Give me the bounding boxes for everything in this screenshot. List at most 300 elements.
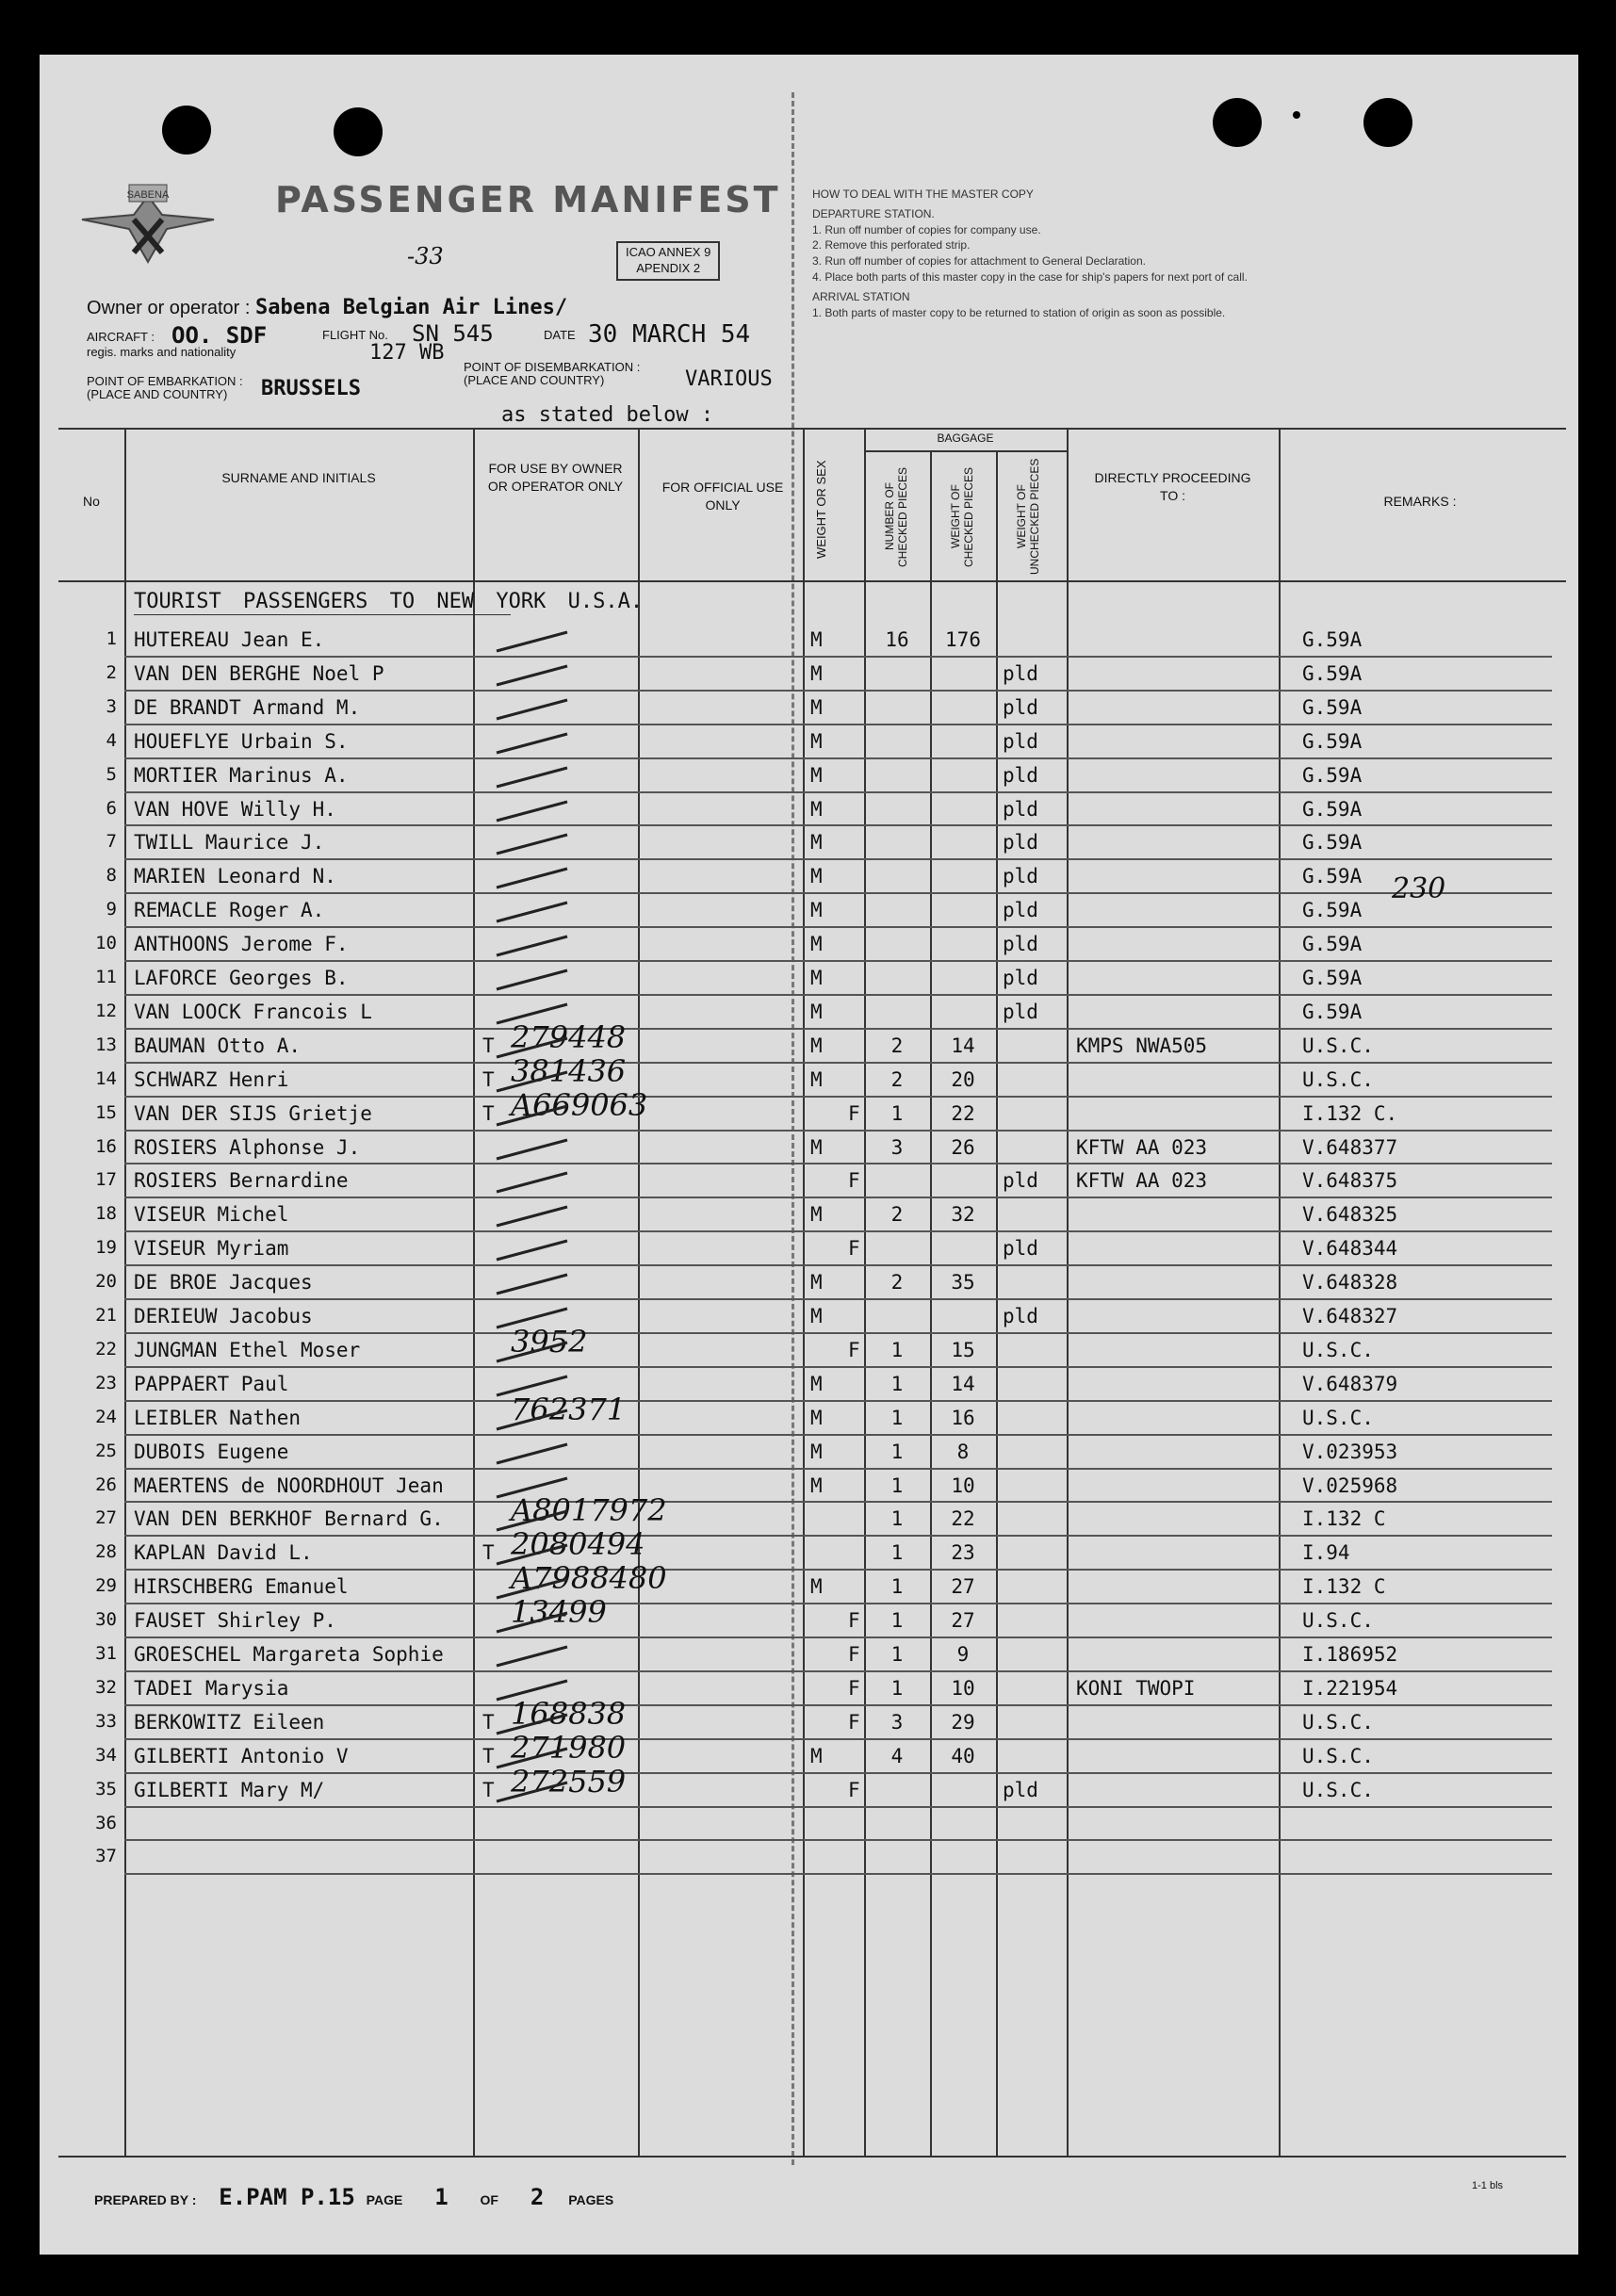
owner-entry: 272559 [511,1763,627,1799]
checked-weight: 40 [951,1744,975,1767]
col-header-no: No [83,494,100,509]
row-number: 23 [95,1372,117,1393]
row-rule [124,1772,1552,1774]
remarks-value: U.S.C. [1302,1034,1374,1057]
handwritten-number: -33 [407,243,444,269]
checked-weight: 10 [951,1474,975,1497]
arrival-heading: ARRIVAL STATION [812,289,910,303]
check-stroke-icon [492,1167,577,1196]
unchecked-weight: pld [1003,1000,1038,1023]
remarks-value: V.648375 [1302,1169,1398,1193]
row-rule [124,1873,1552,1875]
row-rule [124,1806,1552,1808]
unchecked-weight: pld [1003,797,1038,821]
passenger-name: HIRSCHBERG Emanuel [134,1575,349,1599]
passenger-name: PAPPAERT Paul [134,1372,289,1395]
row-number: 7 [106,831,117,853]
row-number: 13 [95,1034,117,1055]
passenger-name: ROSIERS Alphonse J. [134,1135,361,1159]
row-rule [124,1535,1552,1537]
col-header-remarks: REMARKS : [1383,494,1457,509]
check-stroke-icon [492,1100,577,1129]
row-rule [124,1603,1552,1604]
owner-entry: 381436 [511,1052,627,1089]
prepared-label: PREPARED BY : [94,2192,197,2207]
sex-value: M [810,933,823,956]
passenger-name: DE BROE Jacques [134,1271,313,1295]
row-number: 10 [95,933,117,954]
sex-value: M [810,1372,823,1395]
unchecked-weight: pld [1003,661,1038,685]
unchecked-weight: pld [1003,1169,1038,1193]
passenger-name: VISEUR Michel [134,1203,289,1227]
proceeding-to: KFTW AA 023 [1076,1169,1208,1193]
col-divider [930,450,932,2156]
icao-line-1: ICAO ANNEX 9 [626,245,711,259]
unchecked-weight: pld [1003,1778,1038,1801]
row-number: 19 [95,1237,117,1259]
col-header-official-use: FOR OFFICIAL USE ONLY [661,480,784,513]
col-header-proceeding: DIRECTLY PROCEEDING TO : [1094,470,1251,503]
sex-value: M [810,1575,823,1599]
sex-value: M [810,1744,823,1767]
check-stroke-icon [492,863,577,891]
checked-pieces: 1 [890,1676,904,1700]
flight-label: FLIGHT No. [322,328,388,342]
row-rule [124,1197,1552,1198]
remarks-value: G.59A [1302,967,1363,989]
unchecked-weight: pld [1003,865,1038,888]
row-rule [124,1130,1552,1132]
check-stroke-icon [492,931,577,959]
travel-mark: T [482,1067,495,1091]
unchecked-weight: pld [1003,933,1038,956]
col-divider [803,428,805,2156]
passenger-name: HOUEFLYE Urbain S. [134,729,349,753]
checked-pieces: 1 [890,1609,904,1633]
checked-pieces: 1 [890,1440,904,1463]
disembark-label: POINT OF DISEMBARKATION : (PLACE AND COUNTRY) [464,360,641,388]
checked-weight: 22 [951,1507,975,1531]
owner-entry: 279448 [511,1018,627,1055]
owner-entry: A7988480 [511,1560,667,1597]
checked-pieces: 2 [890,1203,904,1227]
row-rule [124,994,1552,996]
col-header-weight-sex: WEIGHT OR SEX [814,460,828,559]
remarks-value: G.59A [1302,831,1363,855]
checked-weight: 27 [951,1609,975,1633]
row-rule [124,960,1552,962]
remarks-value: I.221954 [1302,1676,1398,1700]
row-rule [124,1738,1552,1740]
svg-text:SABENA: SABENA [126,189,170,201]
checked-weight: 27 [951,1575,975,1599]
col-header-baggage: BAGGAGE [937,432,994,445]
passenger-name: HUTEREAU Jean E. [134,628,325,651]
col-header-surname: SURNAME AND INITIALS [221,470,376,485]
remarks-value: G.59A [1302,628,1363,651]
unchecked-weight: pld [1003,1237,1038,1261]
unchecked-weight: pld [1003,899,1038,922]
passenger-name: MORTIER Marinus A. [134,763,349,787]
row-rule [124,1230,1552,1232]
sex-value: M [810,729,823,753]
remarks-value: G.59A [1302,695,1363,719]
departure-heading: DEPARTURE STATION. [812,206,935,220]
row-rule [124,757,1552,759]
row-rule [124,1332,1552,1334]
owner-label: Owner or operator : [87,298,251,318]
punch-hole [1293,111,1300,119]
checked-weight: 29 [951,1710,975,1734]
checked-pieces: 2 [890,1034,904,1057]
checked-pieces: 3 [890,1710,904,1734]
passenger-name: KAPLAN David L. [134,1541,313,1565]
row-rule [124,1400,1552,1402]
row-number: 8 [106,865,117,887]
date-label: DATE [544,328,576,342]
remarks-value: U.S.C. [1302,1744,1374,1767]
owner-entry: 271980 [511,1729,627,1766]
row-number: 21 [95,1305,117,1326]
sex-value: M [810,1203,823,1227]
row-number: 6 [106,797,117,819]
row-number: 28 [95,1541,117,1563]
check-stroke-icon [492,1134,577,1163]
sex-value: M [810,1000,823,1023]
passenger-name: VAN LOOCK Francois L [134,1000,372,1023]
unchecked-weight: pld [1003,967,1038,989]
page-label: PAGE [366,2192,403,2207]
row-number: 27 [95,1507,117,1529]
row-rule [124,1501,1552,1503]
checked-pieces: 3 [890,1135,904,1159]
col-header-pieces: NUMBER OF CHECKED PIECES [883,466,909,567]
col-divider [1067,428,1069,2156]
row-rule [124,1468,1552,1470]
remarks-value: I.132 C. [1302,1101,1398,1125]
remarks-value: U.S.C. [1302,1067,1374,1091]
checked-pieces: 4 [890,1744,904,1767]
check-stroke-icon [492,1235,577,1263]
owner-entry: 13499 [511,1594,607,1631]
instruction-item: 3. Run off number of copies for attachment to General Declaration. [812,254,1146,269]
row-rule [124,1637,1552,1638]
checked-pieces: 1 [890,1406,904,1429]
col-divider [638,428,640,2156]
passenger-name: REMACLE Roger A. [134,899,325,922]
unchecked-weight: pld [1003,1305,1038,1327]
check-stroke-icon [492,1405,577,1433]
check-stroke-icon [492,1439,577,1467]
pages-label: PAGES [568,2192,614,2207]
embark-label: POINT OF EMBARKATION : (PLACE AND COUNTRY) [87,374,243,402]
checked-pieces: 2 [890,1271,904,1295]
checked-pieces: 1 [890,1338,904,1361]
remarks-value: I.132 C [1302,1507,1386,1531]
remarks-value: V.648325 [1302,1203,1398,1227]
sex-value: M [810,1067,823,1091]
check-stroke-icon [492,1337,577,1365]
remarks-value: G.59A [1302,763,1363,787]
footer [94,2184,613,2210]
row-number: 2 [106,661,117,683]
sabena-logo-icon [77,177,219,271]
section-title: TOURIST PASSENGERS TO NEW YORK U.S.A. [134,590,644,613]
row-number: 9 [106,899,117,920]
owner-row [87,296,567,319]
remarks-value: V.648379 [1302,1372,1398,1395]
checked-pieces: 1 [890,1101,904,1125]
sex-value: F [848,1609,860,1633]
instructions-heading: HOW TO DEAL WITH THE MASTER COPY [812,187,1034,201]
sex-value: M [810,1034,823,1057]
row-number: 26 [95,1474,117,1495]
checked-weight: 20 [951,1067,975,1091]
row-number: 37 [95,1846,117,1867]
passenger-name: MAERTENS de NOORDHOUT Jean [134,1474,444,1497]
corner-note: 1-1 bls [1472,2180,1504,2191]
passenger-name: TADEI Marysia [134,1676,289,1700]
page-title: PASSENGER MANIFEST [275,179,781,220]
punch-hole [334,107,383,156]
instructions [812,187,1453,320]
check-stroke-icon [492,1269,577,1297]
checked-weight: 15 [951,1338,975,1361]
remarks-value: U.S.C. [1302,1778,1374,1801]
sex-value: F [848,1101,860,1125]
remarks-value: U.S.C. [1302,1710,1374,1734]
travel-mark: T [482,1778,495,1801]
checked-weight: 26 [951,1135,975,1159]
row-number: 31 [95,1643,117,1664]
row-number: 4 [106,729,117,751]
owner-entry: 2080494 [511,1526,645,1563]
check-stroke-icon [492,694,577,723]
row-number: 15 [95,1101,117,1123]
remarks-value: V.025968 [1302,1474,1398,1497]
remarks-value: U.S.C. [1302,1609,1374,1633]
proceeding-to: KONI TWOPI [1076,1676,1196,1700]
row-number: 12 [95,1000,117,1021]
row-number: 34 [95,1744,117,1766]
unchecked-weight: pld [1003,729,1038,753]
passenger-name: DUBOIS Eugene [134,1440,289,1463]
row-number: 33 [95,1710,117,1732]
sex-value: M [810,1271,823,1295]
icao-line-2: APENDIX 2 [636,260,701,275]
flight-value: SN 545 [412,320,494,347]
section-underline [134,614,511,615]
row-rule [124,892,1552,894]
sex-value: M [810,1474,823,1497]
checked-pieces: 1 [890,1474,904,1497]
sex-value: M [810,1305,823,1327]
passenger-name: LEIBLER Nathen [134,1406,302,1429]
check-stroke-icon [492,1641,577,1669]
remarks-value: I.186952 [1302,1643,1398,1666]
sex-value: M [810,628,823,651]
instruction-item: 4. Place both parts of this master copy in the case for ship's papers for next port of call. [812,269,1248,284]
passenger-name: GROESCHEL Margareta Sophie [134,1643,444,1666]
travel-mark: T [482,1034,495,1057]
sex-value: M [810,695,823,719]
row-rule [124,1028,1552,1030]
passenger-name: SCHWARZ Henri [134,1067,289,1091]
passenger-name: VAN DEN BERKHOF Bernard G. [134,1507,444,1531]
row-number: 3 [106,695,117,717]
regis-label: regis. marks and nationality [87,345,237,359]
sex-value: M [810,1406,823,1429]
margin-note: 230 [1392,872,1446,905]
embark-value: BRUSSELS [261,377,361,400]
sex-value: M [810,797,823,821]
passenger-name: DERIEUW Jacobus [134,1305,313,1327]
col-divider [996,450,998,2156]
remarks-value: G.59A [1302,899,1363,922]
sex-value: F [848,1710,860,1734]
flight-sub: 127 WB [369,341,445,365]
passenger-name: VAN DEN BERGHE Noel P [134,661,384,685]
remarks-value: G.59A [1302,797,1363,821]
check-stroke-icon [492,1777,577,1805]
travel-mark: T [482,1541,495,1565]
unchecked-weight: pld [1003,763,1038,787]
row-rule [124,1839,1552,1841]
passenger-name: TWILL Maurice J. [134,831,325,855]
passenger-name: VAN DER SIJS Grietje [134,1101,372,1125]
check-stroke-icon [492,627,577,655]
row-rule [124,791,1552,793]
aircraft-label: AIRCRAFT : [87,330,155,344]
remarks-value: I.94 [1302,1541,1350,1565]
row-number: 24 [95,1406,117,1427]
checked-weight: 8 [956,1440,970,1463]
remarks-value: G.59A [1302,661,1363,685]
sex-value: M [810,967,823,989]
row-number: 5 [106,763,117,785]
checked-weight: 14 [951,1034,975,1057]
sex-value: M [810,661,823,685]
of-label: OF [480,2192,498,2207]
sex-value: F [848,1338,860,1361]
passenger-name: VISEUR Myriam [134,1237,289,1261]
row-rule [124,926,1552,928]
checked-pieces: 1 [890,1541,904,1565]
disembark-value: VARIOUS [685,367,773,391]
header-bottom-border [58,580,1566,582]
checked-pieces: 1 [890,1372,904,1395]
row-number: 18 [95,1203,117,1225]
row-rule [124,1062,1552,1064]
travel-mark: T [482,1101,495,1125]
passenger-name: LAFORCE Georges B. [134,967,349,989]
col-header-weight-unchecked: WEIGHT OF UNCHECKED PIECES [1015,458,1041,576]
row-number: 29 [95,1575,117,1597]
col-divider [124,428,126,2156]
row-number: 16 [95,1135,117,1157]
punch-hole [1213,98,1262,147]
row-number: 25 [95,1440,117,1461]
remarks-value: G.59A [1302,933,1363,956]
checked-weight: 10 [951,1676,975,1700]
punch-hole [1363,98,1412,147]
remarks-value: V.023953 [1302,1440,1398,1463]
col-divider [1279,428,1281,2156]
check-stroke-icon [492,660,577,689]
col-header-weight-checked: WEIGHT OF CHECKED PIECES [949,466,975,567]
remarks-value: G.59A [1302,729,1363,753]
remarks-value: V.648344 [1302,1237,1398,1261]
punch-hole [162,106,211,155]
aircraft-value: OO. SDF [171,322,268,349]
row-rule [124,1366,1552,1368]
remarks-value: G.59A [1302,1000,1363,1023]
checked-pieces: 2 [890,1067,904,1091]
sex-value: M [810,763,823,787]
check-stroke-icon [492,1201,577,1229]
row-rule [124,656,1552,658]
sex-value: F [848,1237,860,1261]
unchecked-weight: pld [1003,695,1038,719]
table-top-border [58,428,1566,430]
check-stroke-icon [492,897,577,925]
checked-weight: 9 [956,1643,970,1666]
passenger-name: ANTHOONS Jerome F. [134,933,349,956]
arrival-item: 1. Both parts of master copy to be returned to station of origin as soon as possible. [812,305,1226,319]
checked-weight: 23 [951,1541,975,1565]
remarks-value: V.648377 [1302,1135,1398,1159]
row-number: 22 [95,1338,117,1360]
owner-entry: A669063 [511,1086,648,1123]
sex-value: F [848,1676,860,1700]
of-value: 2 [530,2184,545,2210]
remarks-value: V.648327 [1302,1305,1398,1327]
check-stroke-icon [492,829,577,857]
row-number: 17 [95,1169,117,1191]
passenger-name: FAUSET Shirley P. [134,1609,336,1633]
checked-weight: 32 [951,1203,975,1227]
sex-value: M [810,831,823,855]
travel-mark: T [482,1744,495,1767]
row-rule [124,1163,1552,1164]
checked-weight: 14 [951,1372,975,1395]
row-number: 36 [95,1812,117,1833]
remarks-value: I.132 C [1302,1575,1386,1599]
remarks-value: U.S.C. [1302,1406,1374,1429]
check-stroke-icon [492,728,577,757]
row-number: 14 [95,1067,117,1089]
checked-pieces: 1 [890,1643,904,1666]
icao-box [616,241,720,281]
owner-entry: 762371 [511,1391,627,1427]
row-number: 1 [106,628,117,649]
passenger-name: JUNGMAN Ethel Moser [134,1338,361,1361]
instruction-item: 1. Run off number of copies for company use. [812,222,1041,236]
passenger-name: DE BRANDT Armand M. [134,695,361,719]
row-number: 30 [95,1609,117,1631]
sex-value: M [810,1135,823,1159]
checked-pieces: 16 [885,628,909,651]
sex-value: F [848,1778,860,1801]
instruction-item: 2. Remove this perforated strip. [812,238,971,252]
remarks-value: G.59A [1302,865,1363,888]
travel-mark: T [482,1710,495,1734]
row-rule [124,1096,1552,1098]
table-bottom-border [58,2156,1566,2158]
sex-value: M [810,899,823,922]
row-number: 20 [95,1271,117,1293]
